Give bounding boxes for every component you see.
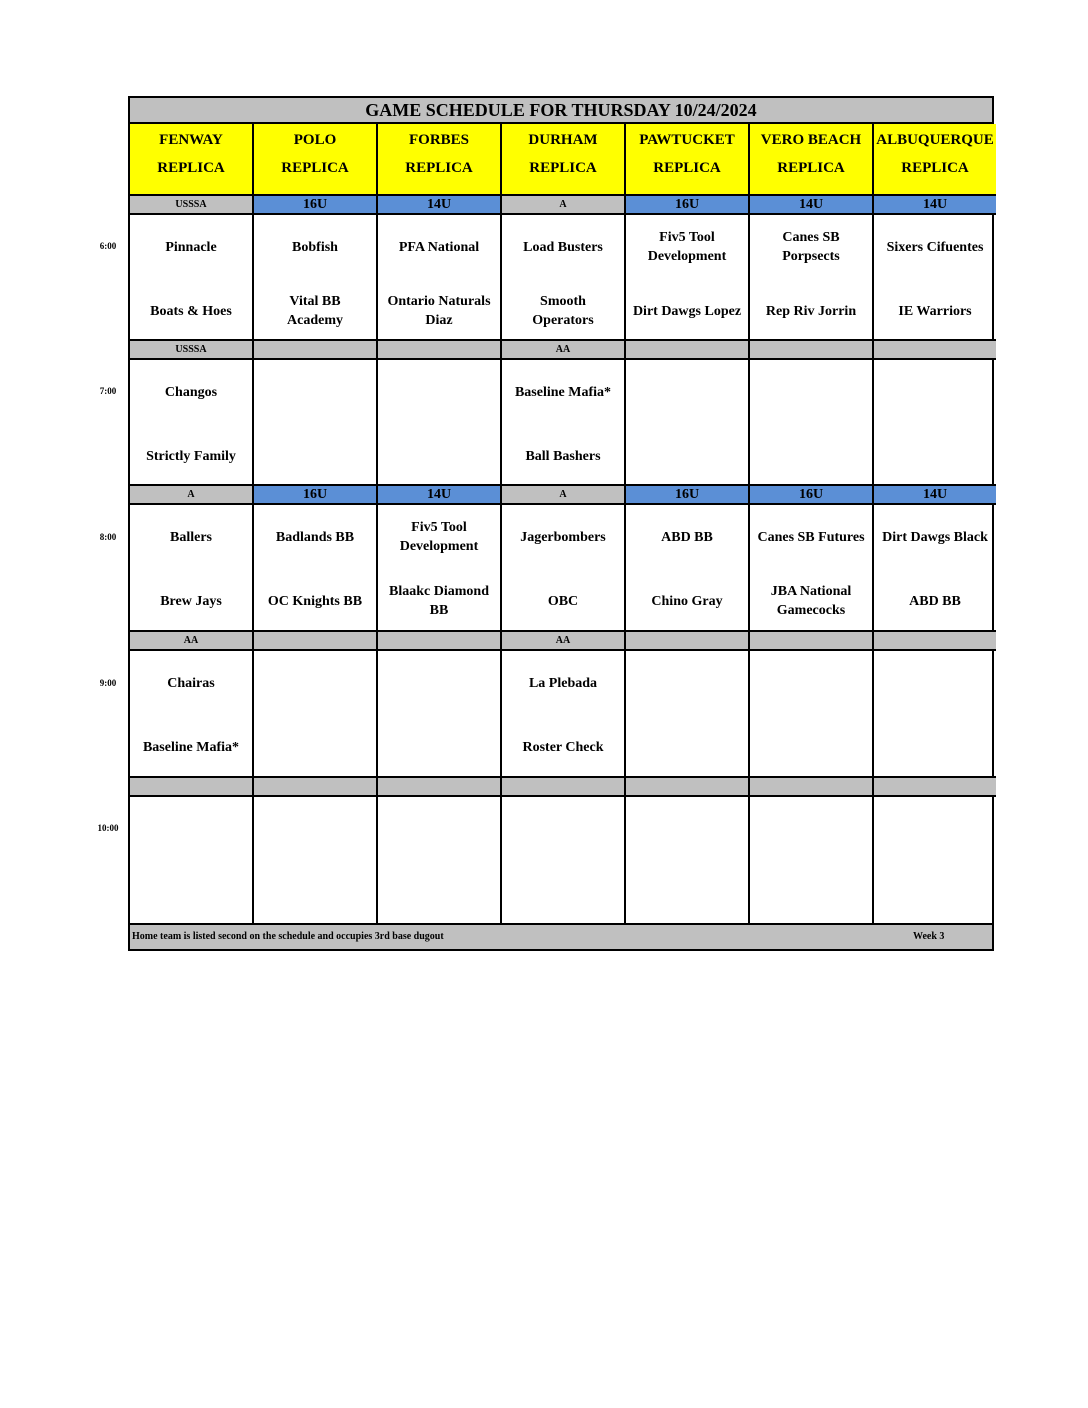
home-team: Ball Bashers bbox=[525, 448, 601, 464]
away-team: La Plebada bbox=[528, 675, 598, 691]
home-team: Chino Gray bbox=[651, 593, 723, 609]
time-label: 8:00 bbox=[99, 532, 117, 542]
venue-name: DURHAM bbox=[528, 132, 598, 148]
division-label: 16U bbox=[254, 484, 376, 505]
away-team: Badlands BB bbox=[275, 529, 355, 545]
venue-column-5 bbox=[750, 124, 874, 927]
division-label bbox=[502, 776, 624, 797]
venue-subtitle: REPLICA bbox=[777, 160, 845, 176]
division-label bbox=[874, 630, 996, 651]
home-team: JBA National Gamecocks bbox=[770, 584, 852, 618]
venue-name: POLO bbox=[293, 132, 337, 148]
venue-name: PAWTUCKET bbox=[639, 132, 735, 148]
time-label: 6:00 bbox=[99, 241, 117, 251]
away-team: PFA National bbox=[398, 239, 480, 255]
venue-column-2 bbox=[378, 124, 502, 927]
home-team: Ontario Naturals Diaz bbox=[387, 294, 491, 328]
venue-name: FORBES bbox=[408, 132, 469, 148]
division-label: 16U bbox=[626, 196, 748, 215]
footer-week: Week 3 bbox=[913, 931, 945, 942]
away-team: ABD BB bbox=[661, 529, 713, 545]
home-team: OBC bbox=[547, 593, 579, 609]
time-label: 10:00 bbox=[97, 823, 119, 833]
division-label: 14U bbox=[874, 196, 996, 215]
venue-subtitle: REPLICA bbox=[405, 160, 473, 176]
division-label: USSSA bbox=[130, 339, 252, 360]
venue-header bbox=[254, 124, 376, 196]
time-label: 7:00 bbox=[99, 386, 117, 396]
division-label: 14U bbox=[378, 484, 500, 505]
home-team: IE Warriors bbox=[898, 303, 972, 319]
away-team: Jagerbombers bbox=[520, 529, 606, 545]
division-label bbox=[254, 630, 376, 651]
division-label: AA bbox=[130, 630, 252, 651]
division-label bbox=[378, 630, 500, 651]
venue-name: VERO BEACH bbox=[760, 132, 862, 148]
away-team: Canes SB Futures bbox=[757, 529, 865, 545]
division-label bbox=[130, 776, 252, 797]
home-team: Blaakc Diamond BB bbox=[389, 584, 489, 618]
division-label bbox=[750, 776, 872, 797]
schedule-footer bbox=[130, 923, 992, 949]
division-label: 16U bbox=[750, 484, 872, 505]
away-team: Ballers bbox=[170, 529, 212, 545]
venue-header bbox=[378, 124, 500, 196]
away-team: Chairas bbox=[167, 675, 215, 691]
venue-name: FENWAY bbox=[159, 132, 223, 148]
venue-column-4 bbox=[626, 124, 750, 927]
division-label bbox=[254, 339, 376, 360]
home-team: Baseline Mafia* bbox=[142, 739, 240, 755]
venue-column-6 bbox=[874, 124, 996, 927]
home-team: Roster Check bbox=[522, 739, 604, 755]
division-label bbox=[750, 339, 872, 360]
division-label: A bbox=[502, 196, 624, 215]
division-label: 14U bbox=[874, 484, 996, 505]
venue-column-3 bbox=[502, 124, 626, 927]
division-label bbox=[626, 776, 748, 797]
division-label: 14U bbox=[378, 196, 500, 215]
away-team: Bobfish bbox=[292, 239, 338, 255]
time-label: 9:00 bbox=[99, 678, 117, 688]
venue-name: ALBUQUERQUE bbox=[876, 132, 994, 148]
schedule-table bbox=[128, 96, 994, 951]
away-team: Fiv5 Tool Development bbox=[647, 230, 727, 264]
venue-header bbox=[626, 124, 748, 196]
away-team: Baseline Mafia* bbox=[514, 384, 612, 400]
away-team: Fiv5 Tool Development bbox=[399, 520, 479, 554]
division-label bbox=[378, 339, 500, 360]
division-label bbox=[378, 776, 500, 797]
division-label bbox=[874, 339, 996, 360]
schedule-title: GAME SCHEDULE FOR THURSDAY 10/24/2024 bbox=[130, 98, 992, 124]
division-label: 16U bbox=[626, 484, 748, 505]
home-team: ABD BB bbox=[909, 593, 961, 609]
home-team: Strictly Family bbox=[146, 448, 236, 464]
venue-header bbox=[130, 124, 252, 196]
division-label bbox=[626, 339, 748, 360]
venue-subtitle: REPLICA bbox=[901, 160, 969, 176]
division-label: AA bbox=[502, 630, 624, 651]
division-label: A bbox=[502, 484, 624, 505]
away-team: Dirt Dawgs Black bbox=[882, 529, 988, 545]
home-team: OC Knights BB bbox=[267, 593, 363, 609]
home-team: Boats & Hoes bbox=[150, 303, 232, 319]
division-label: AA bbox=[502, 339, 624, 360]
away-team: Pinnacle bbox=[165, 239, 217, 255]
home-team: Dirt Dawgs Lopez bbox=[632, 303, 742, 319]
division-label: 16U bbox=[254, 196, 376, 215]
footer-note: Home team is listed second on the schedule and occupies 3rd base dugout bbox=[132, 931, 444, 942]
division-label: A bbox=[130, 484, 252, 505]
venue-subtitle: REPLICA bbox=[653, 160, 721, 176]
home-team: Rep Riv Jorrin bbox=[765, 303, 857, 319]
division-label bbox=[626, 630, 748, 651]
venue-column-1 bbox=[254, 124, 378, 927]
division-label bbox=[254, 776, 376, 797]
venue-header bbox=[874, 124, 996, 196]
division-label bbox=[750, 630, 872, 651]
venue-column-0 bbox=[130, 124, 254, 927]
venue-header bbox=[502, 124, 624, 196]
division-label: 14U bbox=[750, 196, 872, 215]
venue-subtitle: REPLICA bbox=[281, 160, 349, 176]
venue-subtitle: REPLICA bbox=[157, 160, 225, 176]
division-label: USSSA bbox=[130, 196, 252, 215]
division-label bbox=[874, 776, 996, 797]
home-team: Vital BB Academy bbox=[287, 294, 343, 328]
venue-subtitle: REPLICA bbox=[529, 160, 597, 176]
away-team: Changos bbox=[164, 384, 218, 400]
away-team: Load Busters bbox=[523, 239, 603, 255]
venue-header bbox=[750, 124, 872, 196]
away-team: Sixers Cifuentes bbox=[886, 239, 984, 255]
home-team: Smooth Operators bbox=[532, 294, 594, 328]
home-team: Brew Jays bbox=[160, 593, 222, 609]
away-team: Canes SB Porpsects bbox=[782, 230, 840, 264]
